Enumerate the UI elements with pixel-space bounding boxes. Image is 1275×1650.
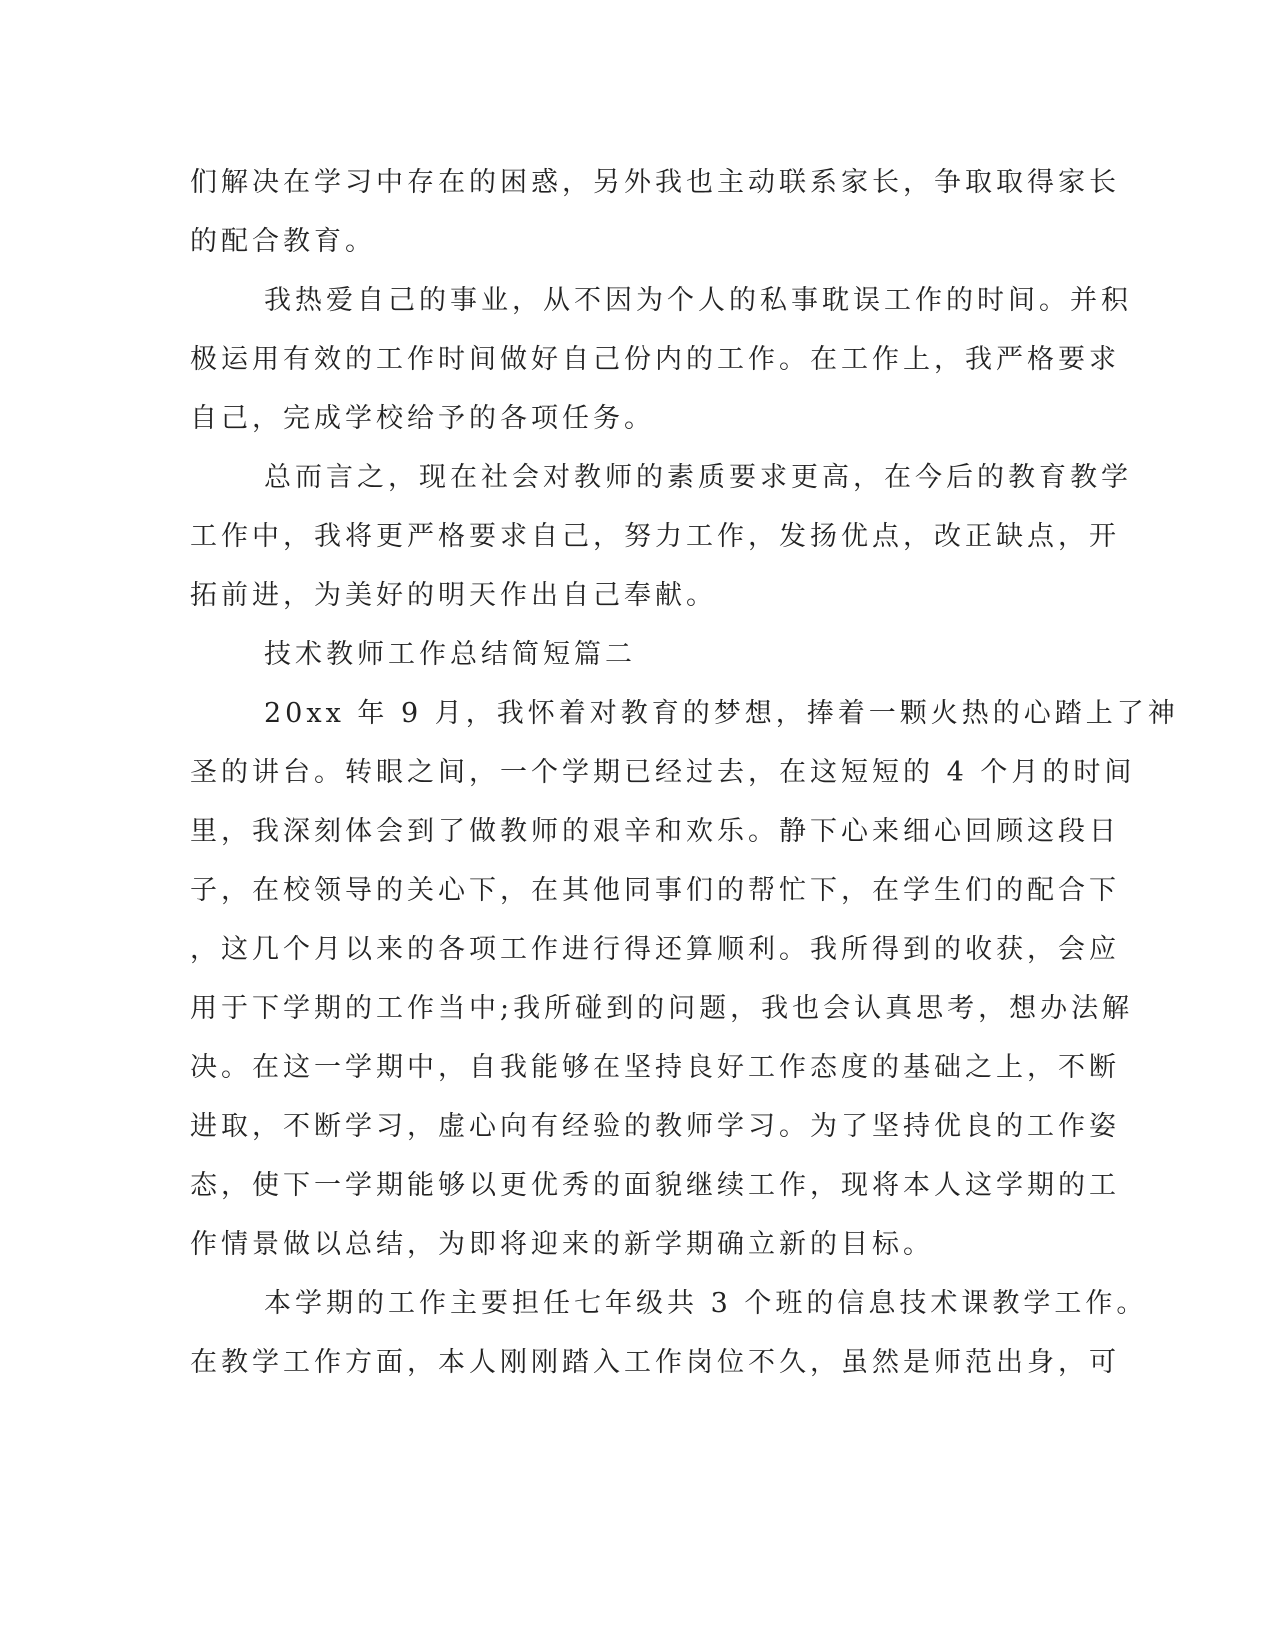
text-line: 子，在校领导的关心下，在其他同事们的帮忙下，在学生们的配合下 — [190, 875, 1120, 906]
text-line: 拓前进，为美好的明天作出自己奉献。 — [190, 580, 717, 611]
paragraph-first-line: 20xx 年 9 月，我怀着对教育的梦想，捧着一颗火热的心踏上了神 — [264, 698, 1179, 729]
text-line: 自己，完成学校给予的各项任务。 — [190, 403, 655, 434]
text-line: 态，使下一学期能够以更优秀的面貌继续工作，现将本人这学期的工 — [190, 1170, 1120, 1201]
text-line: ，这几个月以来的各项工作进行得还算顺利。我所得到的收获，会应 — [190, 934, 1120, 965]
paragraph-first-line: 总而言之，现在社会对教师的素质要求更高，在今后的教育教学 — [264, 462, 1132, 493]
text-line: 工作中，我将更严格要求自己，努力工作，发扬优点，改正缺点，开 — [190, 521, 1120, 552]
text-line: 进取，不断学习，虚心向有经验的教师学习。为了坚持优良的工作姿 — [190, 1111, 1120, 1142]
section-heading: 技术教师工作总结简短篇二 — [264, 639, 636, 670]
text-line: 用于下学期的工作当中;我所碰到的问题，我也会认真思考，想办法解 — [190, 993, 1134, 1024]
text-line: 在教学工作方面，本人刚刚踏入工作岗位不久，虽然是师范出身，可 — [190, 1347, 1120, 1378]
paragraph-first-line: 本学期的工作主要担任七年级共 3 个班的信息技术课教学工作。 — [264, 1288, 1148, 1319]
text-line: 圣的讲台。转眼之间，一个学期已经过去，在这短短的 4 个月的时间 — [190, 757, 1136, 788]
text-line: 决。在这一学期中，自我能够在坚持良好工作态度的基础之上，不断 — [190, 1052, 1120, 1083]
text-line: 的配合教育。 — [190, 226, 376, 257]
paragraph-first-line: 我热爱自己的事业，从不因为个人的私事耽误工作的时间。并积 — [264, 285, 1132, 316]
text-line: 作情景做以总结，为即将迎来的新学期确立新的目标。 — [190, 1229, 934, 1260]
text-line: 们解决在学习中存在的困惑，另外我也主动联系家长，争取取得家长 — [190, 167, 1120, 198]
text-line: 极运用有效的工作时间做好自己份内的工作。在工作上，我严格要求 — [190, 344, 1120, 375]
text-line: 里，我深刻体会到了做教师的艰辛和欢乐。静下心来细心回顾这段日 — [190, 816, 1120, 847]
